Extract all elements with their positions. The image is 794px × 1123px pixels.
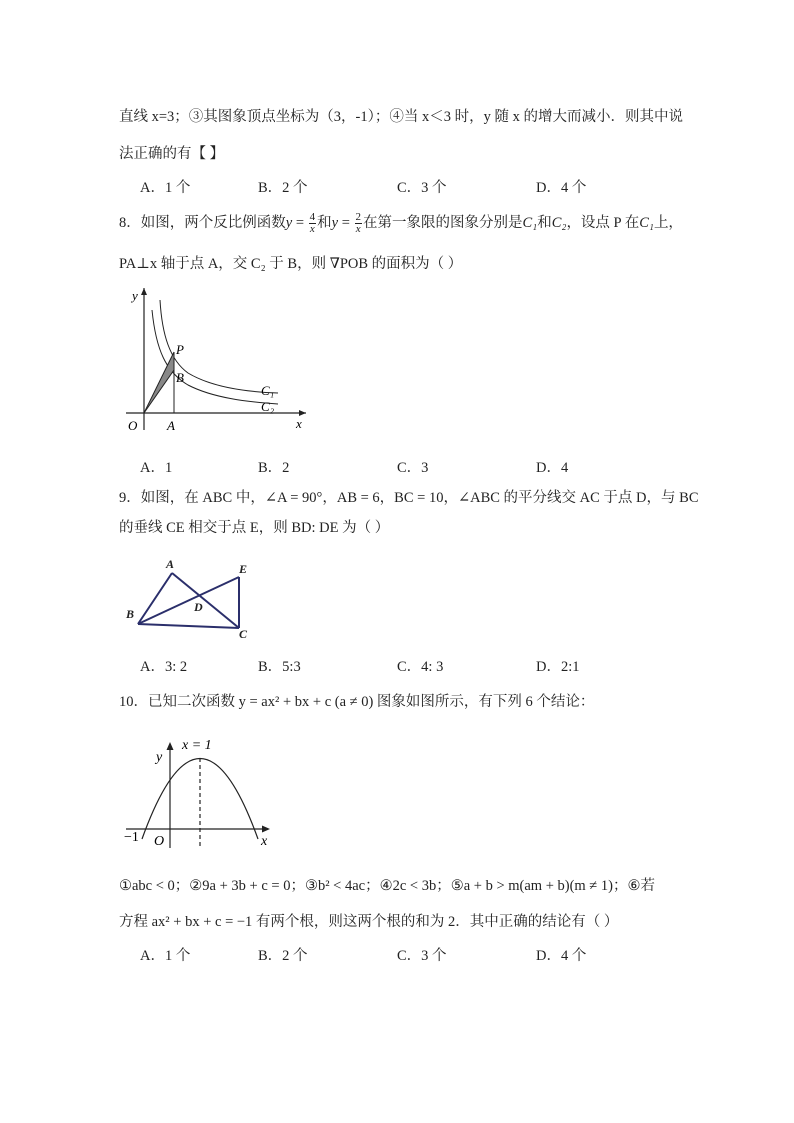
- q9-segment-bc: [138, 624, 239, 628]
- q7-line2: 法正确的有【 】: [119, 146, 225, 162]
- q8-c1: C₁: [522, 215, 538, 231]
- q8-line2: PA⊥x 轴于点 A，交 C₂ 于 B，则 ∇POB 的面积为（ ）: [119, 256, 463, 272]
- q9-option-b: B．5:3: [258, 659, 301, 675]
- q8-line1: 8．如图，两个反比例函数y = $\frac{4}{x}$ 和y = $\frac{2}{x}$ 在第一象限的图象分别是C₁和C₂，设点 P 在C₁上，: [119, 211, 683, 236]
- q9-figure: [118, 555, 268, 645]
- q8-label-b: B: [176, 370, 184, 385]
- q10-figure: [118, 728, 278, 853]
- q10-label-axis: x = 1: [182, 738, 212, 753]
- q7-option-c: C．3 个: [397, 180, 447, 196]
- q8-and-2: 和: [537, 215, 552, 231]
- q9-label-e: E: [239, 562, 248, 576]
- q10-label-neg1: −1: [124, 830, 139, 845]
- q10-parabola: [142, 759, 258, 840]
- q10-option-b: B．2 个: [258, 948, 308, 964]
- q8-mid3: ，设点 P 在: [566, 215, 640, 231]
- q10-line2: ①abc < 0；②9a + 3b + c = 0；③b² < 4ac；④2c < 3b；⑤a + b > m(am + b)(m ≠ 1)；⑥若: [119, 878, 655, 894]
- q8-label-c2: C₂: [261, 399, 275, 414]
- q7-option-b: B．2 个: [258, 180, 308, 196]
- q9-option-a: A．3: 2: [140, 659, 188, 675]
- q8-label-x: x: [296, 416, 302, 431]
- q9-label-d: D: [194, 600, 203, 614]
- q8-label-c1: C₁: [261, 383, 275, 398]
- q8-label-y: y: [132, 288, 138, 303]
- q8-fraction-2: $\frac{2}{x}$: [355, 211, 361, 236]
- q8-option-a: A．1: [140, 460, 173, 476]
- q9-option-d: D．2:1: [536, 659, 580, 675]
- q9-label-b: B: [126, 607, 135, 621]
- q8-segment-ob: [144, 370, 174, 413]
- q8-c1-again: C₁: [639, 215, 654, 231]
- q8-end: 上，: [653, 215, 683, 231]
- q10-option-a: A．1 个: [140, 948, 191, 964]
- q8-label-a: A: [167, 418, 175, 433]
- q7-line1: 直线 x=3；③其图象顶点坐标为（3，-1）；④当 x＜3 时，y 随 x 的增大而减小．则其中说: [119, 109, 684, 125]
- q8-y-arrow: [141, 288, 147, 295]
- q7-option-a: A．1 个: [140, 180, 191, 196]
- q8-option-d: D．4: [536, 460, 569, 476]
- q8-label-o: O: [128, 418, 138, 433]
- q9-label-a: A: [166, 557, 175, 571]
- q10-line3: 方程 ax² + bx + c = −1 有两个根，则这两个根的和为 2．其中正确的结论有（ ）: [119, 914, 619, 930]
- q8-prefix: 8．如图，两个反比例函数: [119, 215, 286, 231]
- q10-option-d: D．4 个: [536, 948, 587, 964]
- q10-label-o: O: [154, 834, 165, 849]
- q10-line1: 10．已知二次函数 y = ax² + bx + c (a ≠ 0) 图象如图所示，有下列 6 个结论：: [119, 694, 595, 710]
- q9-line2: 的垂线 CE 相交于点 E，则 BD: DE 为（ ）: [119, 520, 390, 536]
- q10-label-x: x: [261, 834, 268, 849]
- q8-c2: C₂: [551, 215, 567, 231]
- q8-label-p: P: [176, 342, 184, 357]
- q8-option-b: B．2: [258, 460, 290, 476]
- q10-option-c: C．3 个: [397, 948, 447, 964]
- q8-mid2: 在第一象限的图象分别是: [363, 215, 523, 231]
- q8-curve-c2: [152, 310, 278, 404]
- q10-y-arrow: [167, 742, 174, 750]
- q8-fraction-1: $\frac{4}{x}$: [309, 211, 316, 236]
- q7-option-d: D．4 个: [536, 180, 587, 196]
- q8-segment-op: [144, 352, 174, 413]
- q10-x-arrow: [262, 826, 270, 833]
- q9-option-c: C．4: 3: [397, 659, 444, 675]
- q8-option-c: C．3: [397, 460, 429, 476]
- q9-line1: 9．如图，在 ABC 中，∠A = 90°，AB = 6，BC = 10，∠ABC 的平分线交 AC 于点 D，与 BC: [119, 490, 699, 506]
- q10-label-y: y: [156, 750, 163, 765]
- q8-and-1: 和: [317, 215, 332, 231]
- q9-label-c: C: [239, 627, 248, 641]
- q8-figure: [118, 280, 318, 440]
